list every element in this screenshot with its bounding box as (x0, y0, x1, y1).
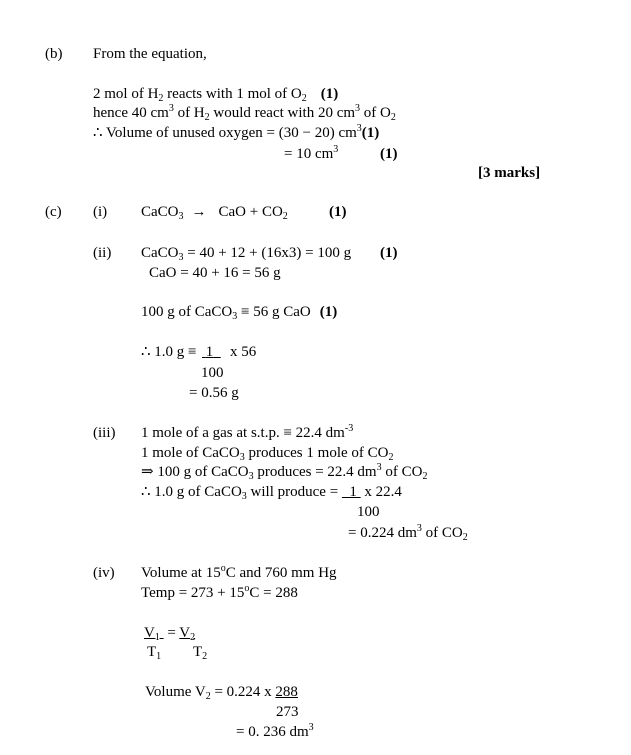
part-c-iv-line-2: Temp = $273 + 15^oC = 288$ (141, 583, 298, 601)
part-c-iii-line-1: 1 mole of a gas at s.t.p. ≡ 22.4 $dm^{-3}$ (141, 423, 354, 441)
part-b-line-4: = 10 $cm^3$ (284, 144, 339, 162)
part-c-iii-label: (iii) (93, 425, 116, 441)
fraction-denominator: 100 (357, 504, 380, 520)
mark: (1) (361, 125, 380, 141)
formula-numerator: $V_1 = V_2$ (144, 625, 196, 643)
part-c-ii-label: (ii) (93, 245, 112, 261)
part-b-line-2: hence 40 $cm^3$ of $H_2$ would react with 20 $cm^3$ of $O_2$ (93, 103, 396, 123)
part-c-ii-line-3: 100 g of CaCO$_3$ ≡ 56 g CaO (1) (141, 304, 338, 322)
mark: (1) (329, 204, 347, 220)
part-b-line-3: ∴ Volume of unused oxygen = (30 − 20) $cm^3(1)$ (93, 123, 380, 141)
part-c-ii-line-2: CaO = 40 + 16 = 56 g (149, 265, 281, 281)
part-c-iii-line-2: 1 mole of CaCO$_3$ produces 1 mole of $CO_2$ (141, 445, 394, 463)
fraction-denominator: 273 (276, 704, 299, 720)
part-c-iv-label: (iv) (93, 565, 115, 581)
part-b-label: (b) (45, 46, 63, 62)
part-c-i-equation: CaCO$_3$ → CaO + $CO_2$ (141, 204, 288, 222)
mark: (1) (319, 304, 338, 320)
part-c-i-label: (i) (93, 204, 108, 220)
part-b-line-1: 2 mol of $H_2$ reacts with 1 mol of $O_2$ (1) (93, 86, 339, 104)
formula-denominator-t2: $T_2$ (193, 644, 208, 662)
part-b-total-marks: [3 marks] (478, 165, 541, 181)
part-c-ii-result: = 0.56 g (189, 385, 239, 401)
part-c-iii-line-3: ⇒ 100 g of CaCO$_3$ produces = 22.4 $dm^3$ of $CO_2$ (141, 462, 428, 482)
fraction-numerator: 1 (349, 484, 357, 500)
part-c-ii-line-1: CaCO$_3$ = 40 + 12 + (16x3) = 100 g (141, 245, 352, 263)
mark: (1) (380, 146, 398, 162)
part-c-iv-line-3: Volume $V_2 = 0.224$ x 288 (145, 684, 298, 702)
part-b-intro: From the equation, (93, 46, 207, 62)
part-c-iv-result: = 0. 236 $dm^3$ (236, 722, 314, 740)
part-c-ii-multiplier: x 56 (230, 344, 257, 360)
part-c-iii-result: = 0.224 $dm^3$ of $CO_2$ (348, 523, 468, 543)
fraction-numerator: 288 (275, 684, 298, 700)
part-c-label: (c) (45, 204, 62, 220)
part-c-ii-line-4: ∴ 1.0 g ≡ (141, 344, 197, 360)
mark: (1) (380, 245, 398, 261)
fraction-denominator: 100 (201, 365, 224, 381)
formula-denominator-t1: $T_1$ (147, 644, 162, 662)
part-c-iv-line-1: Volume at 15$^o$C and 760 mm Hg (141, 563, 337, 581)
mark: (1) (320, 86, 339, 102)
fraction-numerator: 1 (205, 344, 214, 360)
part-c-iii-line-4: ∴ 1.0 g of CaCO$_3$ will produce = 1 x 22.4 (141, 484, 402, 502)
